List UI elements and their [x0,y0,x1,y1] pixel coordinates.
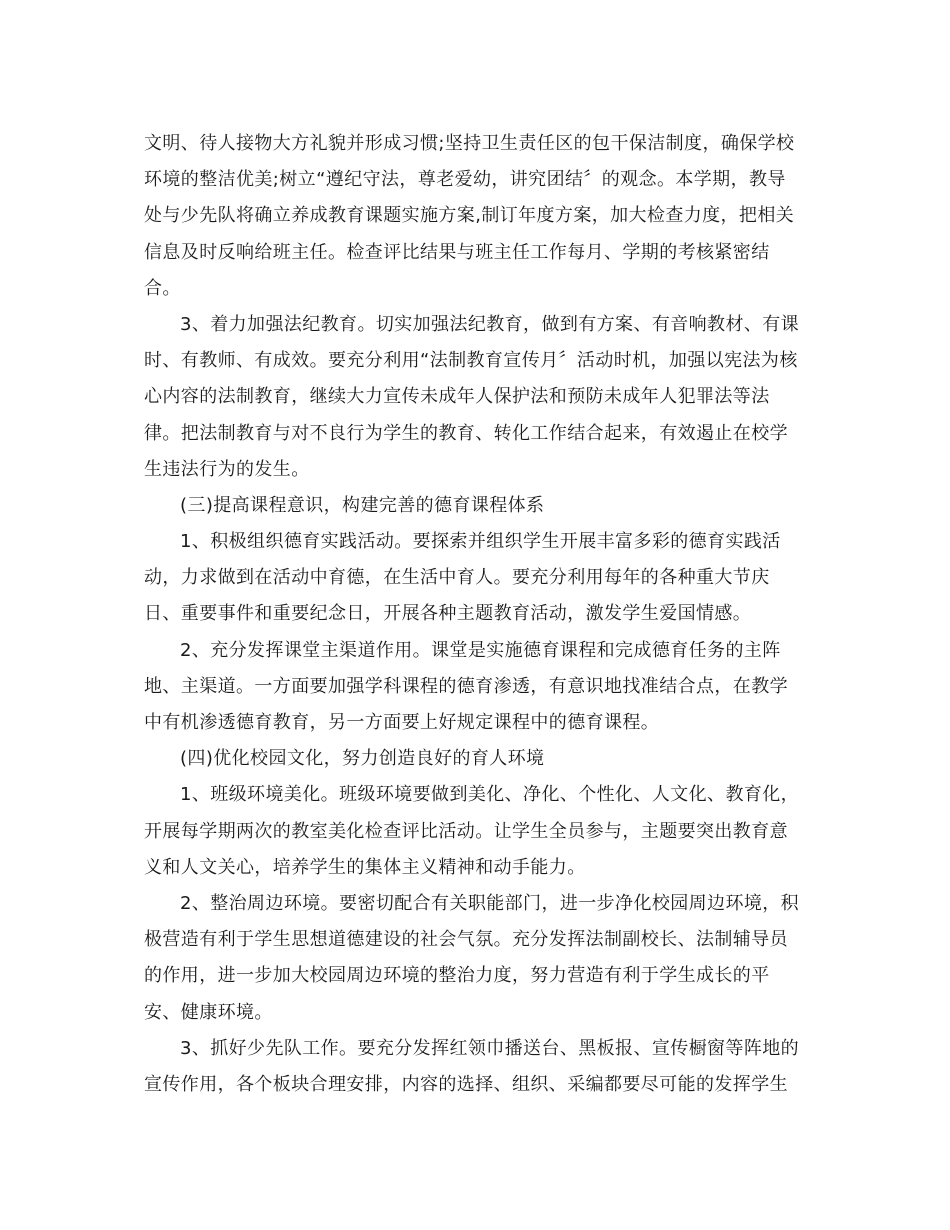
text-line: (三)提高课程意识，构建完善的德育课程体系 [180,494,545,516]
body-text [144,126,814,1103]
text-line: 3、抓好少先队工作。要充分发挥红领巾播送台、黑板报、宣传橱窗等阵地的 [180,1037,800,1059]
text-line: 2、充分发挥课堂主渠道作用。课堂是实施德育课程和完成德育任务的主阵 [180,639,781,661]
text-line: 的作用，进一步加大校园周边环境的整治力度，努力营造有利于学生成长的平 [144,965,770,987]
text-line: 极营造有利于学生思想道德建设的社会气氛。充分发挥法制副校长、法制辅导员 [144,929,788,951]
text-line: 安、健康环境。 [144,1001,273,1023]
text-line: 心内容的法制教育，继续大力宣传未成年人保护法和预防未成年人犯罪法等法 [144,386,770,408]
text-line: 动，力求做到在活动中育德，在生活中育人。要充分利用每年的各种重大节庆 [144,567,770,589]
text-line: 环境的整洁优美;树立“遵纪守法，尊老爱幼，讲究团结〞的观念。本学期，教导 [144,169,786,191]
text-line: 文明、待人接物大方礼貌并形成习惯;坚持卫生责任区的包干保洁制度，确保学校 [144,133,795,154]
text-line: 信息及时反响给班主任。检查评比结果与班主任工作每月、学期的考核紧密结 [144,241,770,263]
text-line: 1、积极组织德育实践活动。要探索并组织学生开展丰富多彩的德育实践活 [180,531,781,553]
text-line: 3、着力加强法纪教育。切实加强法纪教育，做到有方案、有音响教材、有课 [180,313,800,335]
text-line: 中有机渗透德育教育，另一方面要上好规定课程中的德育课程。 [144,712,660,733]
text-line: 1、班级环境美化。班级环境要做到美化、净化、个性化、人文化、教育化， [180,784,800,806]
text-line: 日、重要事件和重要纪念日，开展各种主题教育活动，激发学生爱国情感。 [144,603,752,625]
text-line: 处与少先队将确立养成教育课题实施方案,制订年度方案，加大检查力度，把相关 [144,205,795,227]
text-line: 地、主渠道。一方面要加强学科课程的德育渗透，有意识地找准结合点，在教学 [144,675,788,697]
text-line: 时、有教师、有成效。要充分利用“法制教育宣传月〞活动时机，加强以宪法为核 [144,350,798,372]
text-line: 律。把法制教育与对不良行为学生的教育、转化工作结合起来，有效遏止在校学 [144,422,788,444]
text-line: 2、整治周边环境。要密切配合有关职能部门，进一步净化校园周边环境，积 [180,892,800,914]
text-line: 合。 [144,277,181,299]
text-line: (四)优化校园文化，努力创造良好的育人环境 [180,748,545,770]
text-line: 宣传作用，各个板块合理安排，内容的选择、组织、采编都要尽可能的发挥学生 [144,1073,788,1095]
text-line: 义和人文关心，培养学生的集体主义精神和动手能力。 [144,856,586,878]
text-line: 开展每学期两次的教室美化检查评比活动。让学生全员参与，主题要突出教育意 [144,820,788,842]
text-line: 生违法行为的发生。 [144,458,310,480]
